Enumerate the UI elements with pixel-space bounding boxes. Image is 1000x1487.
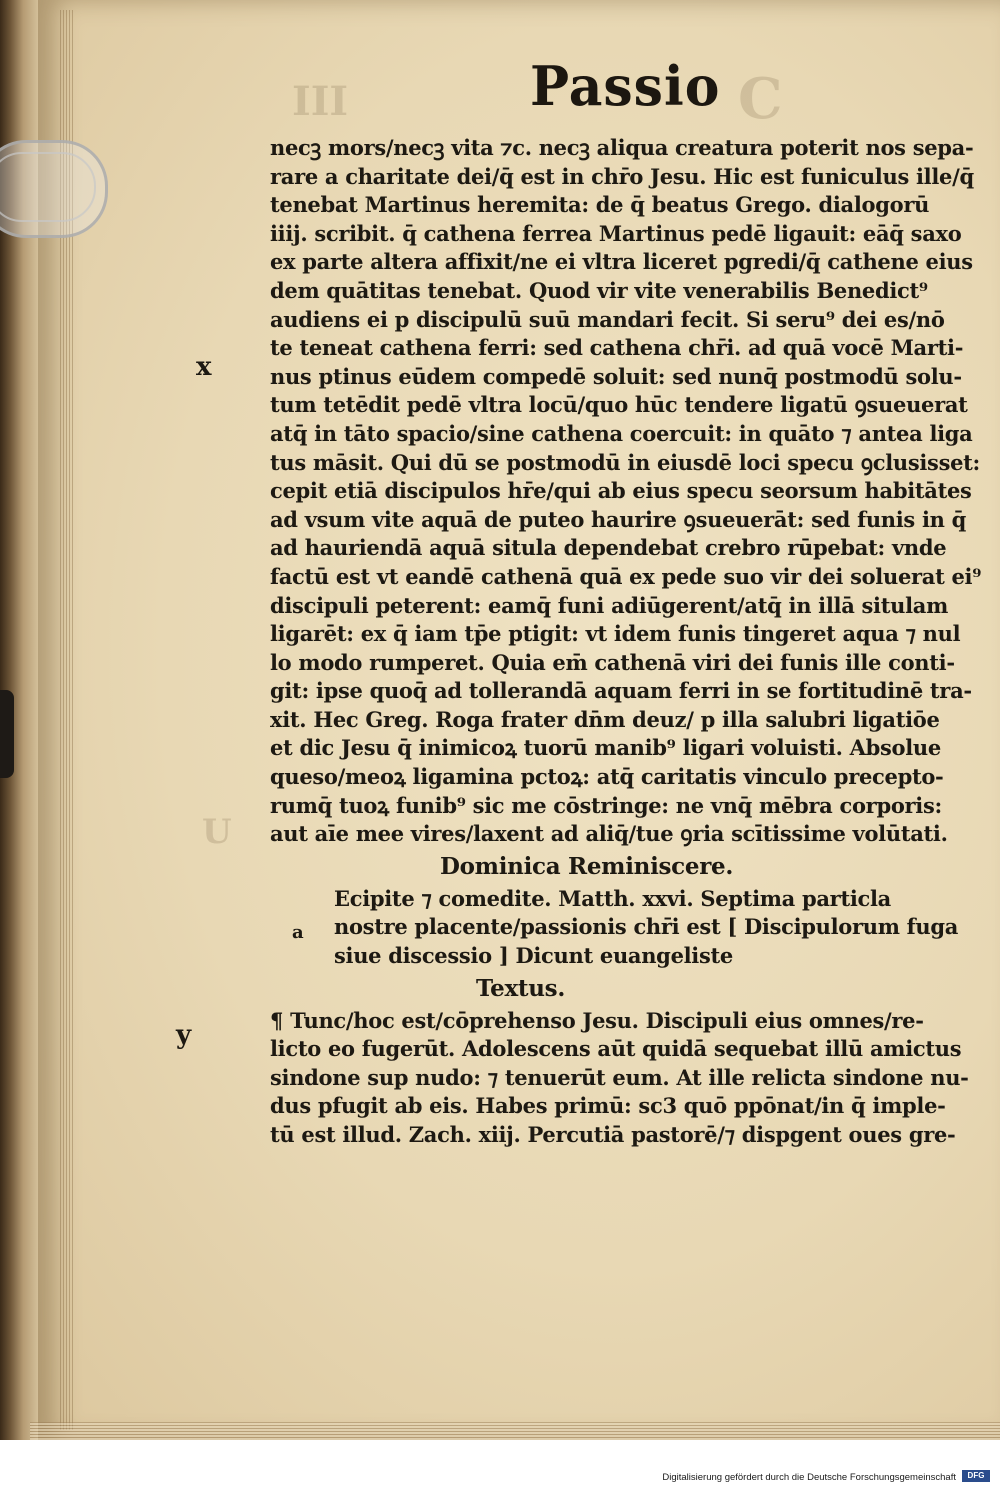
- bleed-through-mark: C: [738, 66, 783, 132]
- text-line: rare a charitate dei/q̄ est in chr̄o Jesu. Hic est funiculus ille/q̄: [270, 163, 974, 189]
- text-line: ex parte altera affixit/ne ei vltra liceret pgredi/q̄ cathene eius: [270, 249, 973, 275]
- text-line: dem quātitas tenebat. Quod vir vite venerabilis Benedict⁹: [270, 277, 928, 303]
- binding-tab: [0, 690, 14, 778]
- text-line: rumq̄ tuoꝝ funib⁹ sic me cōstringe: ne vnq̄ mēbra corporis:: [270, 792, 942, 818]
- text-line: cepit etiā discipulos hr̄e/qui ab eius specu seorsum habitātes: [270, 478, 972, 504]
- text-line: ad hauriendā aquā situla dependebat crebro rūpebat: vnde: [270, 535, 947, 561]
- margin-signature-mark: x: [196, 352, 212, 382]
- text-line: tenebat Martinus heremita: de q̄ beatus Grego. dialogorū: [270, 192, 930, 218]
- textus-line: ¶ Tunc/hoc est/cōprehenso Jesu. Discipuli eius omnes/re-: [270, 1007, 924, 1033]
- text-line: ligarēt: ex q̄ iam tp̄e ptigit: vt idem funis tingeret aqua ⁊ nul: [270, 621, 961, 647]
- textus-line: dus pfugit ab eis. Habes primū: sc3 quō ppōnat/in q̄ imple-: [270, 1093, 946, 1119]
- text-line: te teneat cathena ferri: sed cathena chr̄i. ad quā vocē Marti-: [270, 335, 964, 361]
- textus-heading: Textus.: [476, 974, 566, 1002]
- funding-credit: Digitalisierung gefördert durch die Deutsche Forschungsgemeinschaft: [662, 1472, 956, 1483]
- text-line: git: ipse quoq̄ ad tollerandā aquam ferri in se fortitudinē tra-: [270, 678, 972, 704]
- section-line: nostre placente/passionis chr̄i est [ Discipulorum fuga: [334, 914, 959, 940]
- text-line: tus māsit. Qui dū se postmodū in eiusdē loci specu ꝯclusisset:: [270, 449, 981, 475]
- textus-line: sindone sup nudo: ⁊ tenuerūt eum. At ille relicta sindone nu-: [270, 1064, 969, 1090]
- digitization-footer: [0, 1440, 1000, 1487]
- main-text-block: [270, 134, 982, 1150]
- dfg-logo: DFG: [962, 1470, 990, 1482]
- textus-line: licto eo fugerūt. Adolescens aūt quidā sequebat illū amictus: [270, 1036, 962, 1062]
- text-line: ad vsum vite aquā de puteo haurire ꝯsueuerāt: sed funis in q̄: [270, 506, 967, 532]
- text-line: xit. Hec Greg. Roga frater dn̄m deuz/ p illa salubri ligatiōe: [270, 706, 940, 732]
- page-clip-inner: [0, 152, 96, 222]
- text-line: iiij. scribit. q̄ cathena ferrea Martinus pedē ligauit: eāq̄ saxo: [270, 220, 962, 246]
- section-line: Ecipite ⁊ comedite. Matth. xxvi. Septima particla: [334, 885, 891, 911]
- text-line: factū est vt eandē cathenā quā ex pede suo vir dei soluerat ei⁹: [270, 563, 982, 589]
- text-line: audiens ei p discipulū suū mandari fecit. Si seru⁹ dei es/nō: [270, 306, 945, 332]
- bleed-through-mark: U: [202, 812, 232, 852]
- bleed-through-mark: III: [292, 78, 349, 125]
- text-line: atq̄ in tāto spacio/sine cathena coercuit: in quāto ⁊ antea liga: [270, 420, 973, 446]
- text-line: et dic Jesu q̄ inimicoꝝ tuorū manib⁹ ligari voluisti. Absolue: [270, 735, 941, 761]
- section-heading: Dominica Reminiscere.: [440, 852, 734, 880]
- textus-line: tū est illud. Zach. xiij. Percutiā pastorē/⁊ dispgent oues gre-: [270, 1122, 956, 1147]
- text-line: aut aīe mee vires/laxent ad aliq̄/tue ꝯria scītissime volūtati.: [270, 821, 948, 847]
- running-head: Passio: [530, 54, 721, 119]
- page-bottom-edge: [30, 1422, 1000, 1440]
- text-line: tum tetēdit pedē vltra locū/quo hūc tendere ligatū ꝯsueuerat: [270, 392, 968, 418]
- section-line: siue discessio ] Dicunt euangeliste: [334, 943, 733, 969]
- text-line: discipuli peterent: eamq̄ funi adiūgerent/atq̄ in illā situlam: [270, 592, 948, 618]
- text-line: lo modo rumperet. Quia em̄ cathenā viri dei funis ille conti-: [270, 649, 955, 675]
- margin-signature-mark: y: [176, 1020, 192, 1050]
- text-line: nus ptinus eūdem compedē soluit: sed nunq̄ postmodū solu-: [270, 363, 962, 389]
- text-line: necꝫ mors/necꝫ vita ⁊c. necꝫ aliqua creatura poterit nos sepa-: [270, 135, 974, 160]
- text-line: queso/meoꝝ ligamina pctoꝝ: atq̄ caritatis vinculo precepto-: [270, 764, 944, 790]
- margin-signature-mark: a: [292, 922, 304, 943]
